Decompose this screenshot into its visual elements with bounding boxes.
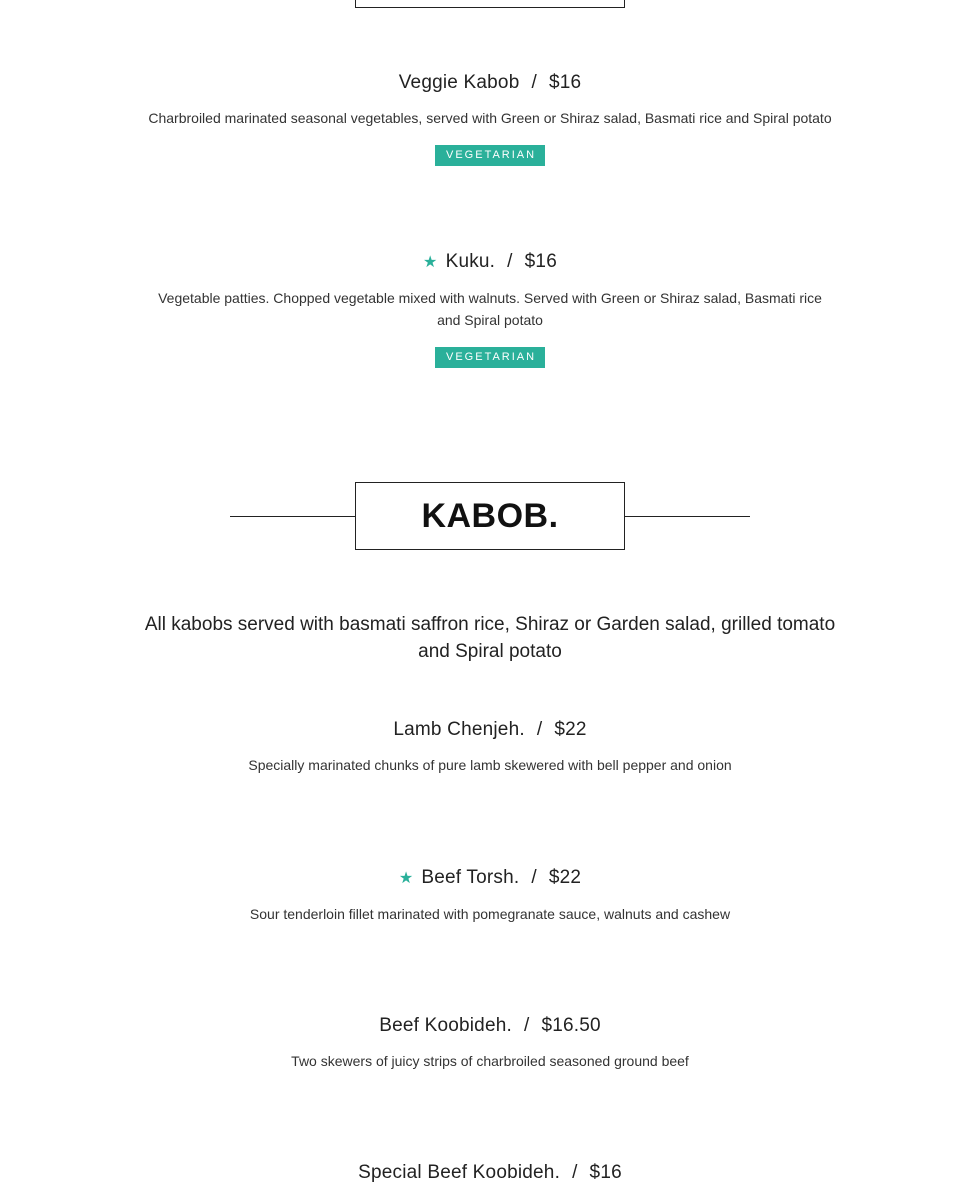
menu-item-description: Two skewers of juicy strips of charbroiled seasoned ground beef: [291, 1053, 689, 1069]
vegetarian-badge: VEGETARIAN: [435, 145, 545, 166]
menu-item-price: $16: [548, 72, 582, 93]
menu-item-beef-torsh: [0, 866, 965, 925]
menu-item-name: Beef Koobideh.: [379, 1015, 512, 1036]
menu-item-lamb-chenjeh: [0, 718, 965, 776]
section-note: All kabobs served with basmati saffron rice, Shiraz or Garden salad, grilled tomato and Spiral potato: [144, 614, 836, 662]
menu-item-title: [0, 250, 965, 275]
section-title: KABOB.: [355, 482, 625, 550]
menu-item-price: $22: [548, 867, 582, 888]
previous-section-header-box: [355, 0, 625, 8]
menu-item-title: [0, 866, 965, 891]
menu-item-name: Special Beef Koobideh.: [358, 1162, 561, 1183]
menu-item-kuku: [0, 250, 965, 368]
price-separator: /: [536, 719, 543, 740]
price-separator: /: [572, 1162, 578, 1183]
menu-item-title: [0, 71, 965, 95]
menu-item-price: $16: [589, 1162, 622, 1183]
menu-item-description: Sour tenderloin fillet marinated with pomegranate sauce, walnuts and cashew: [249, 906, 731, 922]
menu-item-description: Vegetable patties. Chopped vegetable mixed with walnuts. Served with Green or Shiraz salad, Basmati rice and Spiral potato: [158, 290, 822, 328]
menu-item-price: $16: [524, 251, 557, 272]
price-separator: /: [523, 1015, 530, 1036]
menu-item-name: Kuku.: [445, 251, 496, 272]
menu-item-beef-koobideh: [0, 1014, 965, 1072]
header-divider-right: [625, 516, 750, 517]
price-separator: /: [531, 72, 537, 93]
menu-item-name: Veggie Kabob: [398, 72, 520, 93]
menu-item-name: Lamb Chenjeh.: [393, 719, 525, 740]
menu-item-veggie-kabob: [0, 71, 965, 166]
menu-item-special-beef-koobideh: [0, 1161, 965, 1185]
menu-item-name: Beef Torsh.: [421, 867, 520, 888]
menu-item-description: Specially marinated chunks of pure lamb skewered with bell pepper and onion: [248, 757, 732, 773]
kabob-section-header: [0, 482, 965, 550]
menu-item-price: $16.50: [541, 1015, 601, 1036]
menu-item-title: [0, 1161, 965, 1185]
menu-item-title: [0, 1014, 965, 1038]
menu-item-price: $22: [554, 719, 587, 740]
star-icon: ★: [398, 870, 414, 887]
menu-item-title: [0, 718, 965, 742]
vegetarian-badge: VEGETARIAN: [435, 347, 545, 368]
menu-item-description: Charbroiled marinated seasonal vegetables, served with Green or Shiraz salad, Basmati rice and Spiral potato: [148, 110, 832, 126]
price-separator: /: [507, 251, 513, 272]
star-icon: ★: [423, 254, 438, 271]
price-separator: /: [531, 867, 537, 888]
header-divider-left: [230, 516, 355, 517]
